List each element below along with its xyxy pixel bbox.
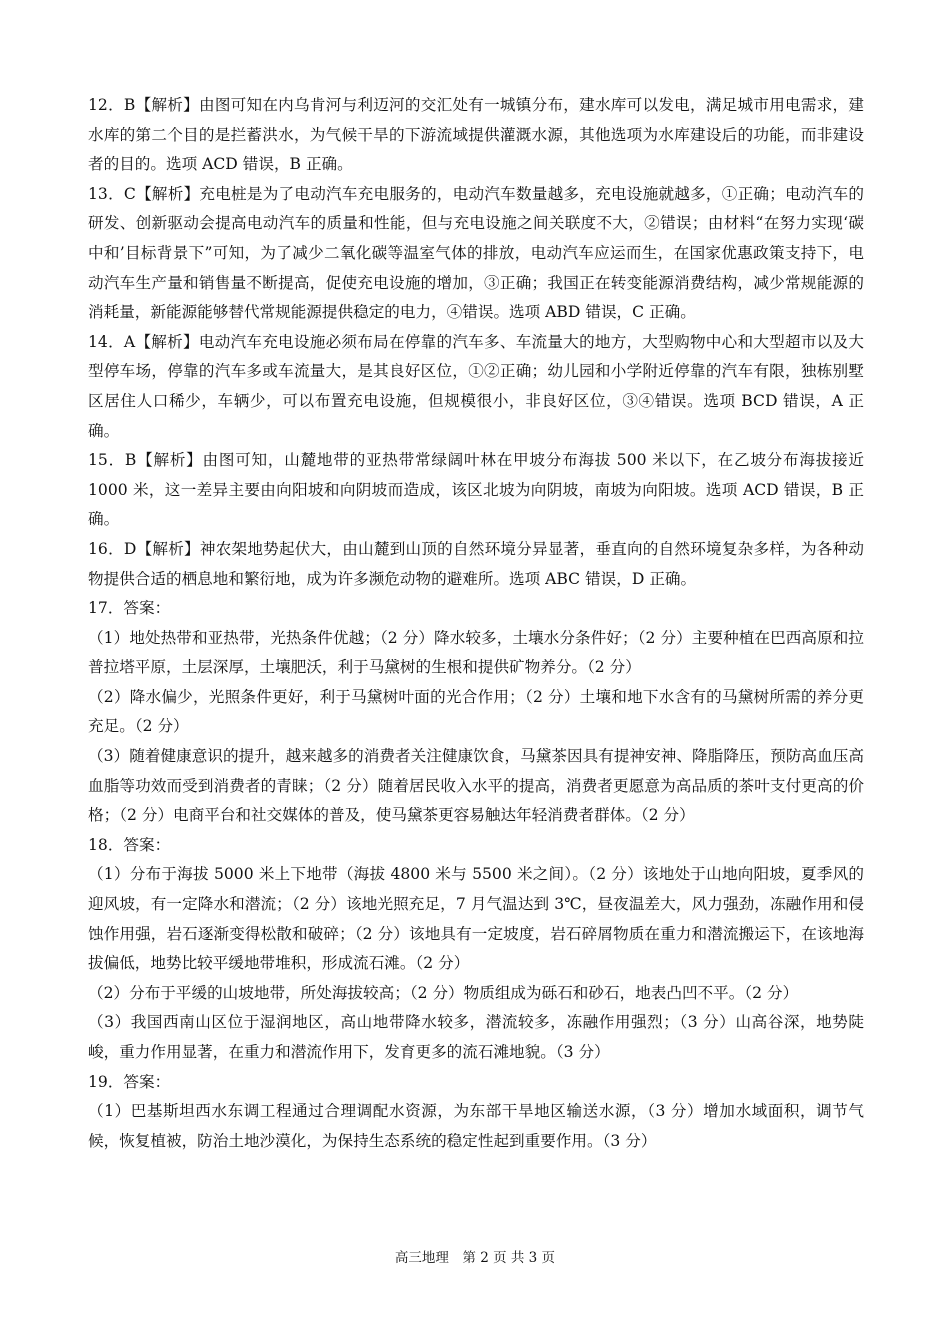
page-footer: 高三地理 第 2 页 共 3 页 <box>394 1250 556 1266</box>
answer-15: 15．B【解析】由图可知，山麓地带的亚热带常绿阔叶林在甲坡分布海拔 500 米以下，在乙坡分布海拔接近 1000 米，这一差异主要由向阳坡和向阴坡而造成，该区北坡为向阴坡，南坡为向阳坡。选项 ACD 错误，B 正确。 <box>88 451 864 529</box>
answer-12: 12．B【解析】由图可知在内乌肯河与利迈河的交汇处有一城镇分布，建水库可以发电，满足城市用电需求，建水库的第二个目的是拦蓄洪水，为气候干旱的下游流域提供灌溉水源，其他选项为水库建设后的功能，而非建设者的目的。选项 ACD 错误，B 正确。 <box>88 96 864 174</box>
answer-18-part-1: （1）分布于海拔 5000 米上下地带（海拔 4800 米与 5500 米之间）。（2 分）该地处于山地向阳坡，夏季风的迎风坡，有一定降水和潜流；（2 分）该地光照充足，7 月气温达到 3℃，昼夜温差大，风力强劲，冻融作用和侵蚀作用强，岩石逐渐变得松散和破碎；（2 分）该地具有一定坡度，岩石碎屑物质在重力和潜流搬运下，在该地海拔偏低，地势比较平缓地带堆积，形成流石滩。（2 分） <box>88 865 864 973</box>
answer-17-part-1: （1）地处热带和亚热带，光热条件优越；（2 分）降水较多，土壤水分条件好；（2 分）主要种植在巴西高原和拉普拉塔平原，土层深厚，土壤肥沃，利于马黛树的生根和提供矿物养分。（2 分） <box>88 628 864 677</box>
answer-18-part-2: （2）分布于平缓的山坡地带，所处海拔较高；（2 分）物质组成为砾石和砂石，地表凸凹不平。（2 分） <box>88 983 799 1002</box>
answer-14: 14．A【解析】电动汽车充电设施必须布局在停靠的汽车多、车流量大的地方，大型购物中心和大型超市以及大型停车场，停靠的汽车多或车流量大，是其良好区位，①②正确；幼儿园和小学附近停靠的汽车有限，独栋别墅区居住人口稀少，车辆少，可以布置充电设施，但规模很小，非良好区位，③④错误。选项 BCD 错误，A 正确。 <box>88 332 864 440</box>
answer-19-heading: 19．答案： <box>88 1072 171 1091</box>
answer-19-part-1: （1）巴基斯坦西水东调工程通过合理调配水资源，为东部干旱地区输送水源，（3 分）增加水域面积，调节气候，恢复植被，防治土地沙漠化，为保持生态系统的稳定性起到重要作用。（3 分） <box>88 1102 864 1150</box>
answer-18-heading: 18．答案： <box>88 835 171 854</box>
answer-17-part-2: （2）降水偏少，光照条件更好，利于马黛树叶面的光合作用；（2 分）土壤和地下水含有的马黛树所需的养分更充足。（2 分） <box>88 687 864 736</box>
answer-17-heading: 17．答案： <box>88 599 171 618</box>
document-body <box>88 91 864 1156</box>
answer-18-part-3: （3）我国西南山区位于湿润地区，高山地带降水较多，潜流较多，冻融作用强烈；（3 分）山高谷深，地势陡峻，重力作用显著，在重力和潜流作用下，发育更多的流石滩地貌。（3 分） <box>88 1013 864 1061</box>
answer-16: 16．D【解析】神农架地势起伏大，由山麓到山顶的自然环境分异显著，垂直向的自然环境复杂多样，为各种动物提供合适的栖息地和繁衍地，成为许多濒危动物的避难所。选项 ABC 错误，D 正确。 <box>88 539 864 588</box>
answer-17-part-3: （3）随着健康意识的提升，越来越多的消费者关注健康饮食，马黛茶因具有提神安神、降脂降压，预防高血压高血脂等功效而受到消费者的青睐；（2 分）随着居民收入水平的提高，消费者更愿意为高品质的茶叶支付更高的价格；（2 分）电商平台和社交媒体的普及，使马黛茶更容易触达年轻消费者群体。（2 分） <box>88 747 864 825</box>
answer-13: 13．C【解析】充电桩是为了电动汽车充电服务的，电动汽车数量越多，充电设施就越多，①正确；电动汽车的研发、创新驱动会提高电动汽车的质量和性能，但与充电设施之间关联度不大，②错误；由材料“在努力实现‘碳中和’目标背景下”可知，为了减少二氧化碳等温室气体的排放，电动汽车应运而生，在国家优惠政策支持下，电动汽车生产量和销售量不断提高，促使充电设施的增加，③正确；我国正在转变能源消费结构，减少常规能源的消耗量，新能源能够替代常规能源提供稳定的电力，④错误。选项 ABD 错误，C 正确。 <box>88 184 864 322</box>
